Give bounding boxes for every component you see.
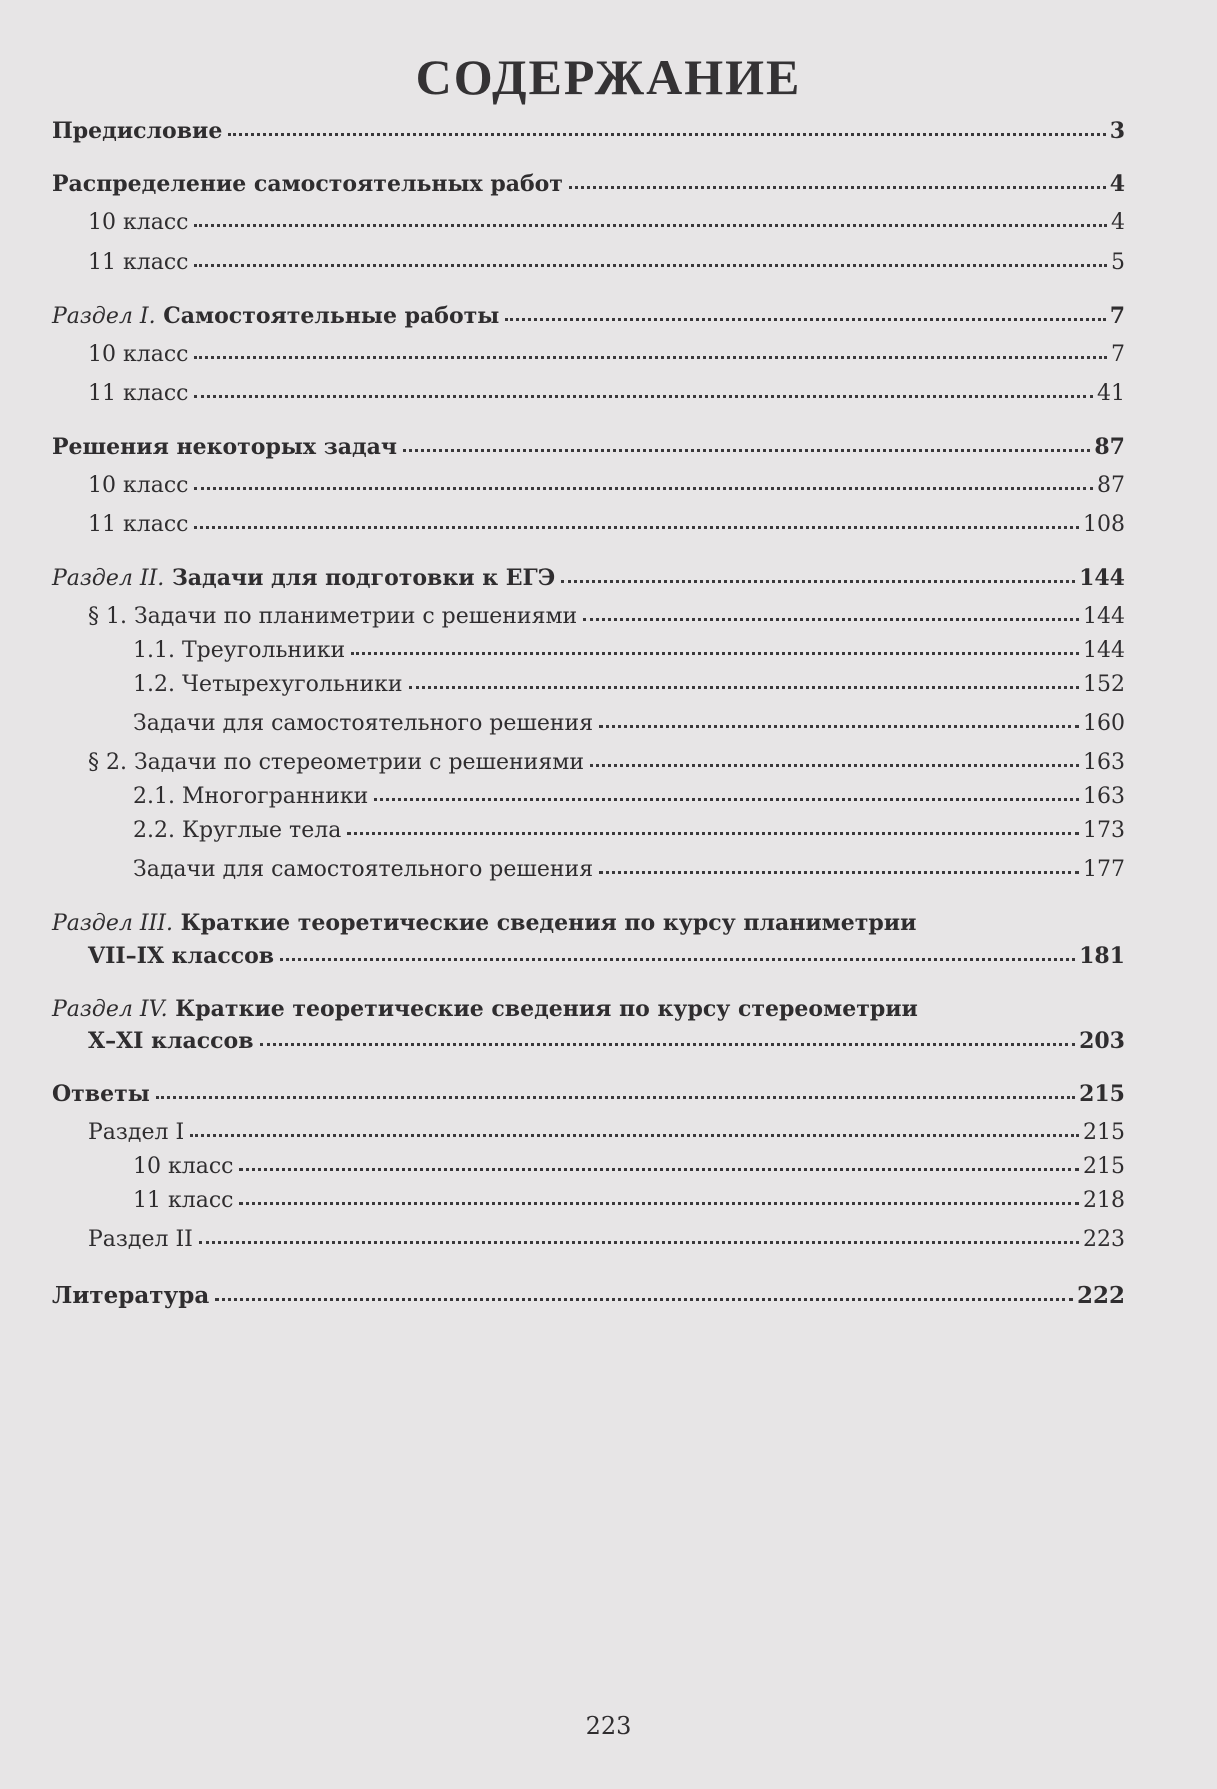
toc-entry-text: Литература (52, 1282, 210, 1309)
toc-entry-text: 11 класс (133, 1188, 234, 1213)
leader-dots (403, 443, 1090, 452)
toc-page-number: 144 (1079, 565, 1125, 591)
toc-entry-text: Раздел II (88, 1227, 193, 1252)
toc-entry-p1-self[interactable] (133, 709, 1125, 739)
toc-entry-text: 11 класс (88, 381, 189, 406)
toc-entry-distribution[interactable] (52, 169, 1125, 199)
leader-dots (194, 258, 1107, 267)
toc-entry-dist-11[interactable] (88, 248, 1125, 278)
toc-entry-text: 10 класс (88, 210, 189, 235)
toc-entry-text: § 1. Задачи по планиметрии с решениями (88, 604, 578, 629)
toc-page-number: 7 (1111, 342, 1125, 367)
leader-dots (347, 826, 1079, 835)
toc-entry-text: 11 класс (88, 512, 189, 537)
toc-page-number: 215 (1083, 1120, 1125, 1145)
leader-dots (156, 1090, 1075, 1099)
toc-page-number: 108 (1083, 512, 1125, 537)
toc-page-number: 181 (1079, 943, 1125, 969)
toc-entry-text: 1.2. Четырехугольники (133, 672, 403, 697)
toc-page-number: 160 (1083, 711, 1125, 736)
toc-entry-answers-11[interactable] (133, 1186, 1125, 1216)
toc-entry-sol-11[interactable] (88, 510, 1125, 540)
leader-dots (239, 1196, 1079, 1205)
leader-dots (590, 758, 1079, 767)
leader-dots (260, 1037, 1076, 1046)
toc-entry-text: 11 класс (88, 250, 189, 275)
toc-entry-section-4-title[interactable] (52, 994, 918, 1025)
toc-page-number: 7 (1109, 303, 1125, 329)
toc-entry-text (52, 563, 555, 594)
toc-entry-p1-1[interactable] (133, 636, 1125, 666)
toc-entry-text: 2.2. Круглые тела (133, 818, 342, 843)
toc-entry-section-4[interactable] (88, 1026, 1125, 1056)
toc-page-number: 87 (1097, 473, 1125, 498)
leader-dots (199, 1235, 1079, 1244)
toc-page-number: 215 (1079, 1081, 1125, 1107)
leader-dots (583, 612, 1079, 621)
toc-entry-text: Раздел I (88, 1120, 185, 1145)
toc-page-number: 3 (1109, 118, 1125, 144)
toc-entry-section-3-title[interactable] (52, 908, 916, 939)
toc-entry-literature[interactable] (52, 1281, 1125, 1311)
toc-page-number: 177 (1083, 857, 1125, 882)
toc-entry-text: 10 класс (88, 342, 189, 367)
page-number: 223 (585, 1712, 632, 1740)
toc-entry-text (52, 301, 499, 332)
leader-dots (215, 1292, 1073, 1301)
toc-entry-section-1[interactable] (52, 301, 1125, 332)
toc-entry-paragraph-2[interactable] (88, 748, 1125, 778)
toc-entry-answers[interactable] (52, 1079, 1125, 1109)
toc-entry-text: Ответы (52, 1081, 150, 1107)
toc-page-number: 144 (1083, 638, 1125, 663)
toc-entry-text: Решения некоторых задач (52, 434, 398, 460)
section-title: Краткие теоретические сведения по курсу стереометрии (175, 996, 918, 1022)
section-prefix: Раздел III. (52, 911, 173, 936)
toc-page-number: 163 (1083, 750, 1125, 775)
toc-page-number: 223 (1083, 1227, 1125, 1252)
toc-entry-p2-2[interactable] (133, 816, 1125, 846)
toc-entry-answers-10[interactable] (133, 1152, 1125, 1182)
toc-page-number: 5 (1111, 250, 1125, 275)
toc-page-number: 215 (1083, 1154, 1125, 1179)
section-title: Задачи для подготовки к ЕГЭ (171, 565, 556, 591)
toc-entry-preface[interactable] (52, 116, 1125, 146)
toc-entry-p2-1[interactable] (133, 782, 1125, 812)
toc-page-number: 152 (1083, 672, 1125, 697)
toc-page-number: 218 (1083, 1188, 1125, 1213)
toc-entry-sec1-10[interactable] (88, 340, 1125, 370)
toc-entry-text: X–XI классов (88, 1028, 254, 1054)
leader-dots (228, 127, 1105, 136)
section-prefix: Раздел II. (52, 566, 165, 591)
toc-entry-text: § 2. Задачи по стереометрии с решениями (88, 750, 584, 775)
leader-dots (190, 1128, 1079, 1137)
toc-entry-text: 2.1. Многогранники (133, 784, 369, 809)
toc-page-number: 173 (1083, 818, 1125, 843)
leader-dots (280, 952, 1075, 961)
toc-entry-section-3[interactable] (88, 941, 1125, 971)
toc-entry-text: 10 класс (133, 1154, 234, 1179)
leader-dots (194, 481, 1093, 490)
leader-dots (561, 574, 1075, 583)
toc-entry-section-2[interactable] (52, 563, 1125, 594)
toc-page-number: 4 (1111, 210, 1125, 235)
toc-entry-paragraph-1[interactable] (88, 602, 1125, 632)
toc-entry-text: Распределение самостоятельных работ (52, 171, 563, 197)
leader-dots (351, 646, 1079, 655)
toc-entry-text: 1.1. Треугольники (133, 638, 346, 663)
leader-dots (194, 350, 1107, 359)
leader-dots (409, 680, 1079, 689)
leader-dots (374, 792, 1079, 801)
toc-page-number: 41 (1097, 381, 1125, 406)
toc-entry-sol-10[interactable] (88, 471, 1125, 501)
leader-dots (194, 218, 1107, 227)
leader-dots (569, 180, 1106, 189)
toc-entry-answers-section-2[interactable] (88, 1225, 1125, 1255)
section-title: Краткие теоретические сведения по курсу планиметрии (180, 910, 917, 936)
section-prefix: Раздел I. (52, 304, 156, 329)
leader-dots (599, 719, 1079, 728)
toc-entry-dist-10[interactable] (88, 208, 1125, 238)
leader-dots (239, 1162, 1079, 1171)
leader-dots (194, 389, 1093, 398)
toc-entry-text: Предисловие (52, 118, 223, 144)
toc-entry-solutions[interactable] (52, 432, 1125, 462)
toc-page-number: 144 (1083, 604, 1125, 629)
toc-entry-text: VII–IX классов (88, 943, 275, 969)
toc-page-number: 4 (1109, 171, 1125, 197)
page-title: СОДЕРЖАНИЕ (415, 49, 802, 105)
section-title: Самостоятельные работы (163, 303, 500, 329)
toc-entry-p2-self[interactable] (133, 855, 1125, 885)
toc-entry-text: 10 класс (88, 473, 189, 498)
toc-entry-p1-2[interactable] (133, 670, 1125, 700)
leader-dots (599, 865, 1079, 874)
toc-page-number: 222 (1076, 1282, 1125, 1309)
toc-entry-text: Задачи для самостоятельного решения (133, 857, 594, 882)
toc-page-number: 87 (1094, 434, 1125, 460)
leader-dots (194, 520, 1079, 529)
toc-entry-answers-section-1[interactable] (88, 1118, 1125, 1148)
toc-entry-text: Задачи для самостоятельного решения (133, 711, 594, 736)
section-prefix: Раздел IV. (52, 997, 168, 1022)
toc-entry-sec1-11[interactable] (88, 379, 1125, 409)
toc-page-number: 203 (1079, 1028, 1125, 1054)
leader-dots (505, 312, 1105, 321)
toc-page-number: 163 (1083, 784, 1125, 809)
